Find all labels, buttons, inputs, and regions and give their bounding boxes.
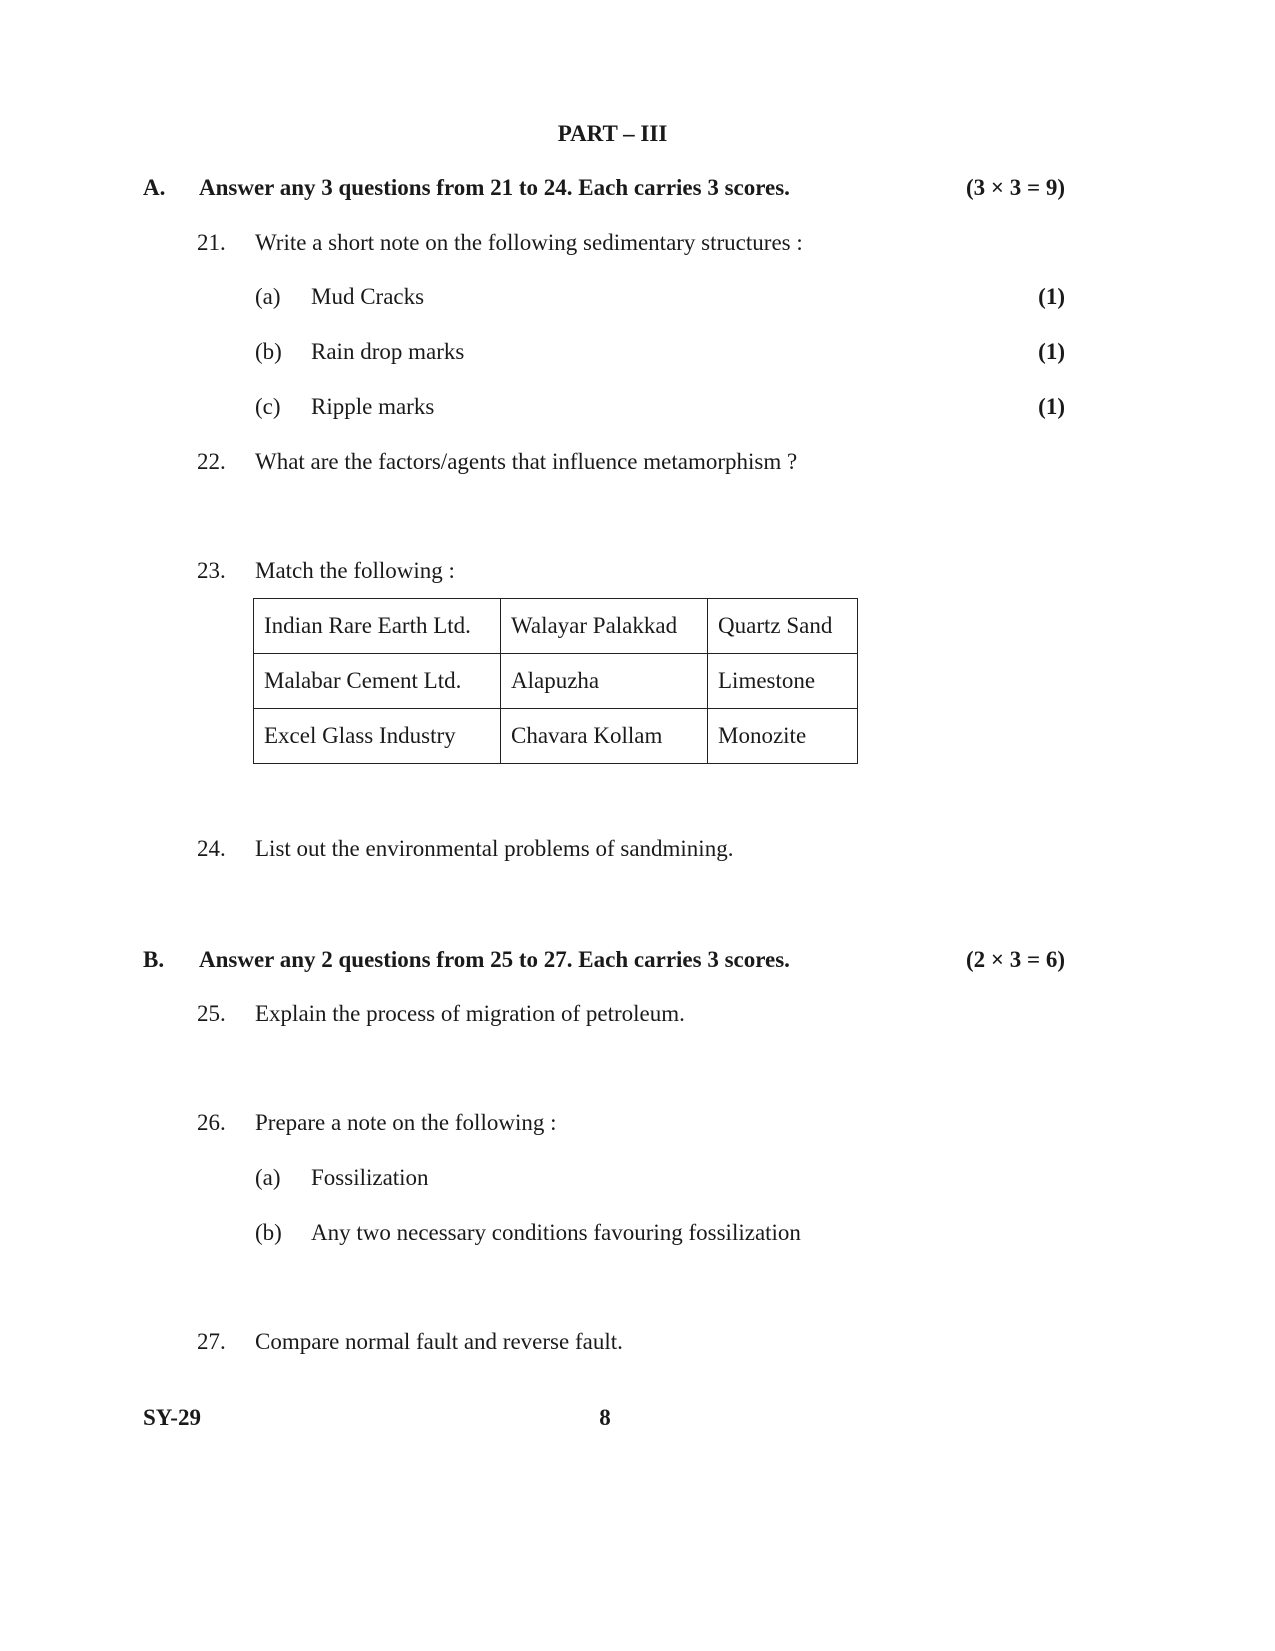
q21c-text: Ripple marks bbox=[311, 394, 435, 419]
table-cell: Limestone bbox=[708, 654, 858, 709]
table-cell: Excel Glass Industry bbox=[254, 709, 501, 764]
q24-number: 24. bbox=[197, 836, 226, 861]
q26a-label: (a) bbox=[255, 1165, 281, 1190]
table-cell: Indian Rare Earth Ltd. bbox=[254, 599, 501, 654]
table-cell: Malabar Cement Ltd. bbox=[254, 654, 501, 709]
table-cell: Alapuzha bbox=[501, 654, 708, 709]
q21b-text: Rain drop marks bbox=[311, 339, 465, 364]
q21b-mark: (1) bbox=[1038, 339, 1065, 364]
section-b-instruction: Answer any 2 questions from 25 to 27. Each carries 3 scores. bbox=[199, 947, 790, 972]
table-cell: Quartz Sand bbox=[708, 599, 858, 654]
section-b-score: (2 × 3 = 6) bbox=[965, 947, 1065, 972]
q27-number: 27. bbox=[197, 1329, 226, 1354]
q22-number: 22. bbox=[197, 449, 226, 474]
q21-number: 21. bbox=[197, 230, 226, 255]
q26b-text: Any two necessary conditions favouring fossilization bbox=[311, 1220, 801, 1245]
table-row bbox=[254, 599, 858, 654]
q22-text: What are the factors/agents that influence metamorphism ? bbox=[255, 449, 798, 474]
q21c-mark: (1) bbox=[1038, 394, 1065, 419]
q21a-label: (a) bbox=[255, 284, 281, 309]
table-row bbox=[254, 654, 858, 709]
section-a-letter: A. bbox=[143, 175, 166, 200]
q27-text: Compare normal fault and reverse fault. bbox=[255, 1329, 623, 1354]
q23-number: 23. bbox=[197, 558, 226, 583]
section-a-instruction: Answer any 3 questions from 21 to 24. Each carries 3 scores. bbox=[199, 175, 790, 200]
q23-text: Match the following : bbox=[255, 558, 455, 583]
table-cell: Monozite bbox=[708, 709, 858, 764]
section-b-letter: B. bbox=[143, 947, 165, 972]
match-table bbox=[253, 598, 858, 764]
q25-number: 25. bbox=[197, 1001, 226, 1026]
table-row bbox=[254, 709, 858, 764]
table-cell: Walayar Palakkad bbox=[501, 599, 708, 654]
table-cell: Chavara Kollam bbox=[501, 709, 708, 764]
q21c-label: (c) bbox=[255, 394, 281, 419]
q21-text: Write a short note on the following sedimentary structures : bbox=[255, 230, 803, 255]
q21b-label: (b) bbox=[255, 339, 282, 364]
q21a-text: Mud Cracks bbox=[311, 284, 425, 309]
footer-code: SY-29 bbox=[143, 1405, 201, 1430]
section-a-score: (3 × 3 = 9) bbox=[965, 175, 1065, 200]
q26a-text: Fossilization bbox=[311, 1165, 429, 1190]
q25-text: Explain the process of migration of petroleum. bbox=[255, 1001, 685, 1026]
q26-text: Prepare a note on the following : bbox=[255, 1110, 557, 1135]
q24-text: List out the environmental problems of sandmining. bbox=[255, 836, 734, 861]
q26b-label: (b) bbox=[255, 1220, 282, 1245]
q21a-mark: (1) bbox=[1038, 284, 1065, 309]
q26-number: 26. bbox=[197, 1110, 226, 1135]
page-number: 8 bbox=[599, 1405, 611, 1430]
part-title: PART – III bbox=[557, 121, 668, 146]
